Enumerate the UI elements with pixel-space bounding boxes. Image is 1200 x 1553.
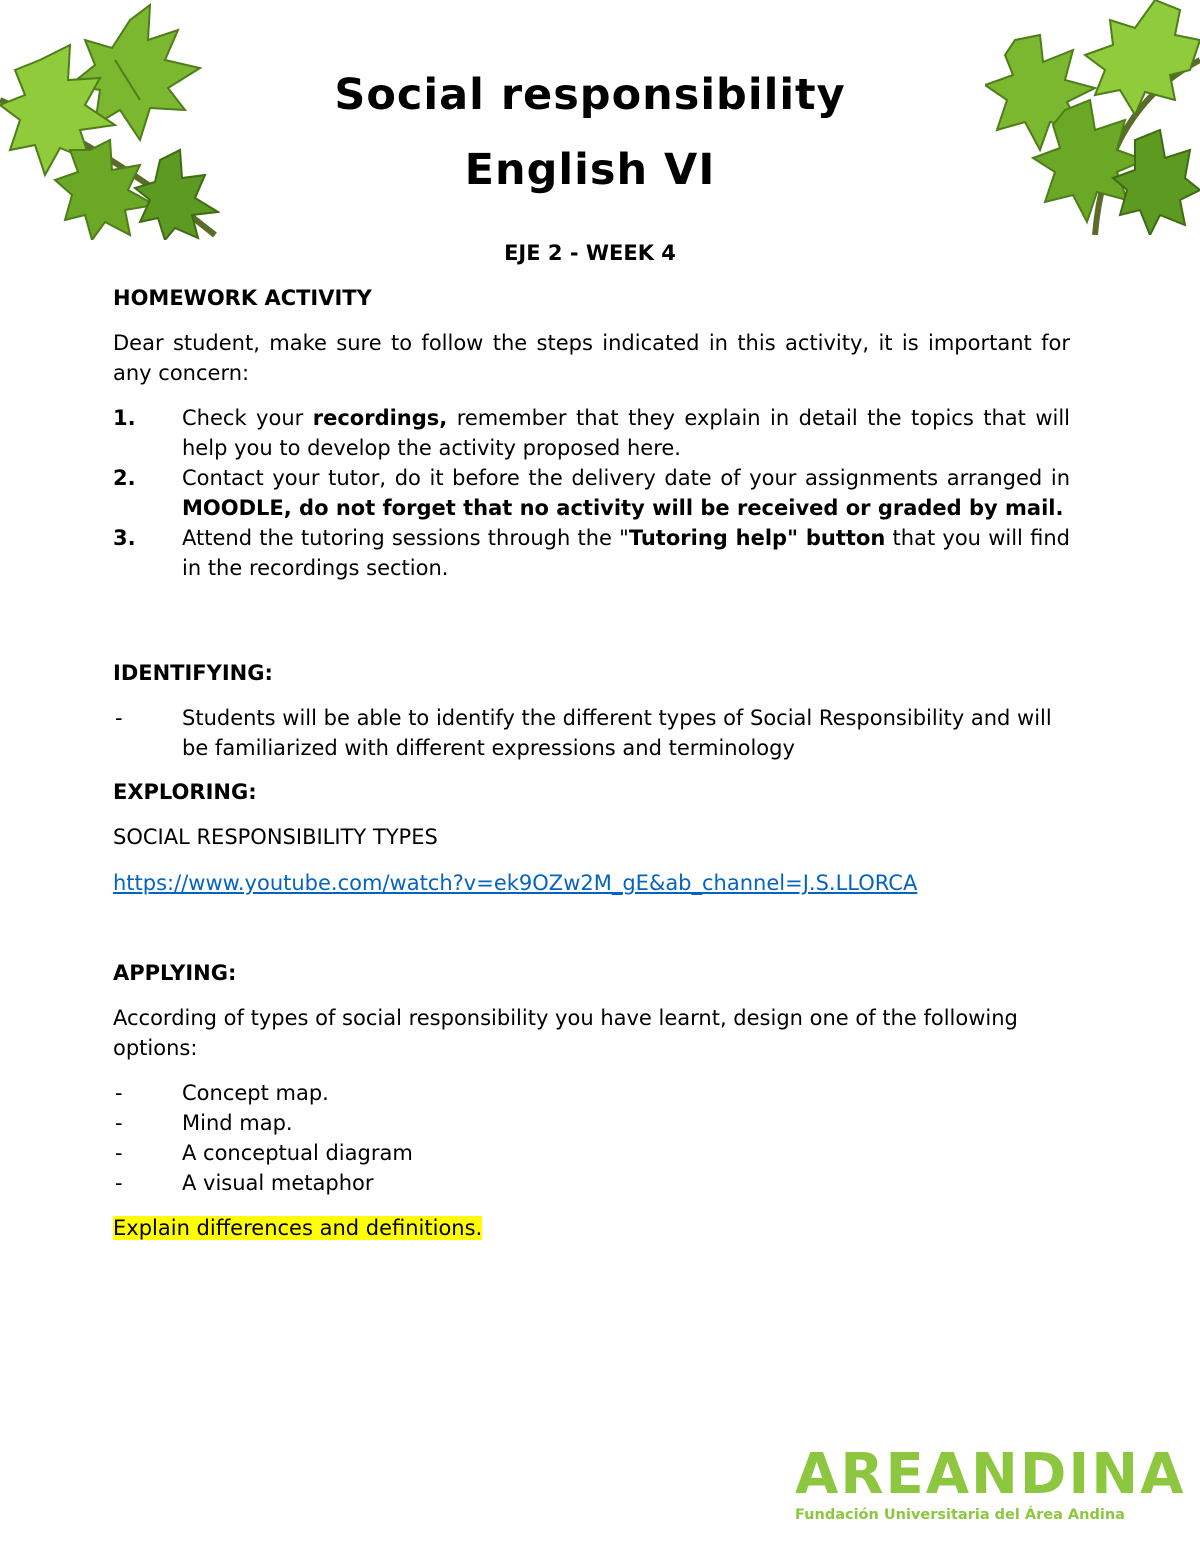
step-number: 1. — [113, 406, 136, 430]
list-item — [113, 1078, 1070, 1108]
document-subtitle: English VI — [464, 145, 716, 195]
logo-wordmark: AREANDINA — [795, 1442, 1186, 1507]
options-list — [113, 1078, 1070, 1198]
identifying-heading: IDENTIFYING: — [113, 661, 273, 685]
step-bold-text: recordings, — [312, 406, 448, 430]
step-bold-text: Tutoring help" button — [628, 526, 886, 550]
step-number: 3. — [113, 526, 136, 550]
bullet-marker: - — [115, 706, 123, 730]
list-item — [113, 1108, 1070, 1138]
step-number: 2. — [113, 466, 136, 490]
list-item-text: Mind map. — [182, 1111, 293, 1135]
step-bold-text: MOODLE, do not forget that no activity will be received or graded by mail. — [182, 496, 1064, 520]
step-item — [113, 523, 1070, 583]
exploring-subheading: SOCIAL RESPONSIBILITY TYPES — [113, 825, 438, 849]
homework-intro: Dear student, make sure to follow the steps indicated in this activity, it is important for any concern: — [113, 331, 1070, 385]
bullet-marker: - — [115, 1141, 123, 1165]
step-text: Attend the tutoring sessions through the " — [182, 526, 629, 550]
step-text: remember that they explain in detail the topics that will help you to develop the activity proposed here. — [182, 406, 1070, 460]
steps-list — [113, 403, 1070, 583]
bullet-marker: - — [115, 1171, 123, 1195]
list-item — [113, 1168, 1070, 1198]
step-text: Check your — [182, 406, 313, 430]
list-item — [113, 703, 1070, 763]
bullet-marker: - — [115, 1081, 123, 1105]
bullet-marker: - — [115, 1111, 123, 1135]
list-item-text: Concept map. — [182, 1081, 329, 1105]
logo-tagline: Fundación Universitaria del Área Andina — [795, 1507, 1125, 1523]
list-item-text: Students will be able to identify the different types of Social Responsibility and will be familiarized with different expressions and terminology — [182, 706, 1052, 760]
video-link[interactable]: https://www.youtube.com/watch?v=ek9OZw2M_gE&ab_channel=J.S.LLORCA — [113, 871, 918, 895]
applying-heading: APPLYING: — [113, 961, 237, 985]
list-item — [113, 1138, 1070, 1168]
step-text: Contact your tutor, do it before the delivery date of your assignments arranged in — [182, 466, 1070, 490]
applying-intro: According of types of social responsibility you have learnt, design one of the following options: — [113, 1006, 1018, 1060]
homework-heading: HOMEWORK ACTIVITY — [113, 286, 372, 310]
identifying-list — [113, 703, 1070, 763]
exploring-heading: EXPLORING: — [113, 780, 257, 804]
week-label: EJE 2 - WEEK 4 — [504, 241, 676, 265]
step-item — [113, 463, 1070, 523]
highlighted-instruction: Explain differences and definitions. — [113, 1216, 483, 1240]
areandina-logo — [795, 1442, 1186, 1535]
step-item — [113, 403, 1070, 463]
list-item-text: A visual metaphor — [182, 1171, 374, 1195]
leaf-decoration-left — [0, 0, 220, 240]
document-title: Social responsibility — [334, 70, 846, 120]
document-body — [113, 283, 1070, 1243]
step-text: that you will find in the recordings section. — [182, 526, 1070, 580]
list-item-text: A conceptual diagram — [182, 1141, 413, 1165]
